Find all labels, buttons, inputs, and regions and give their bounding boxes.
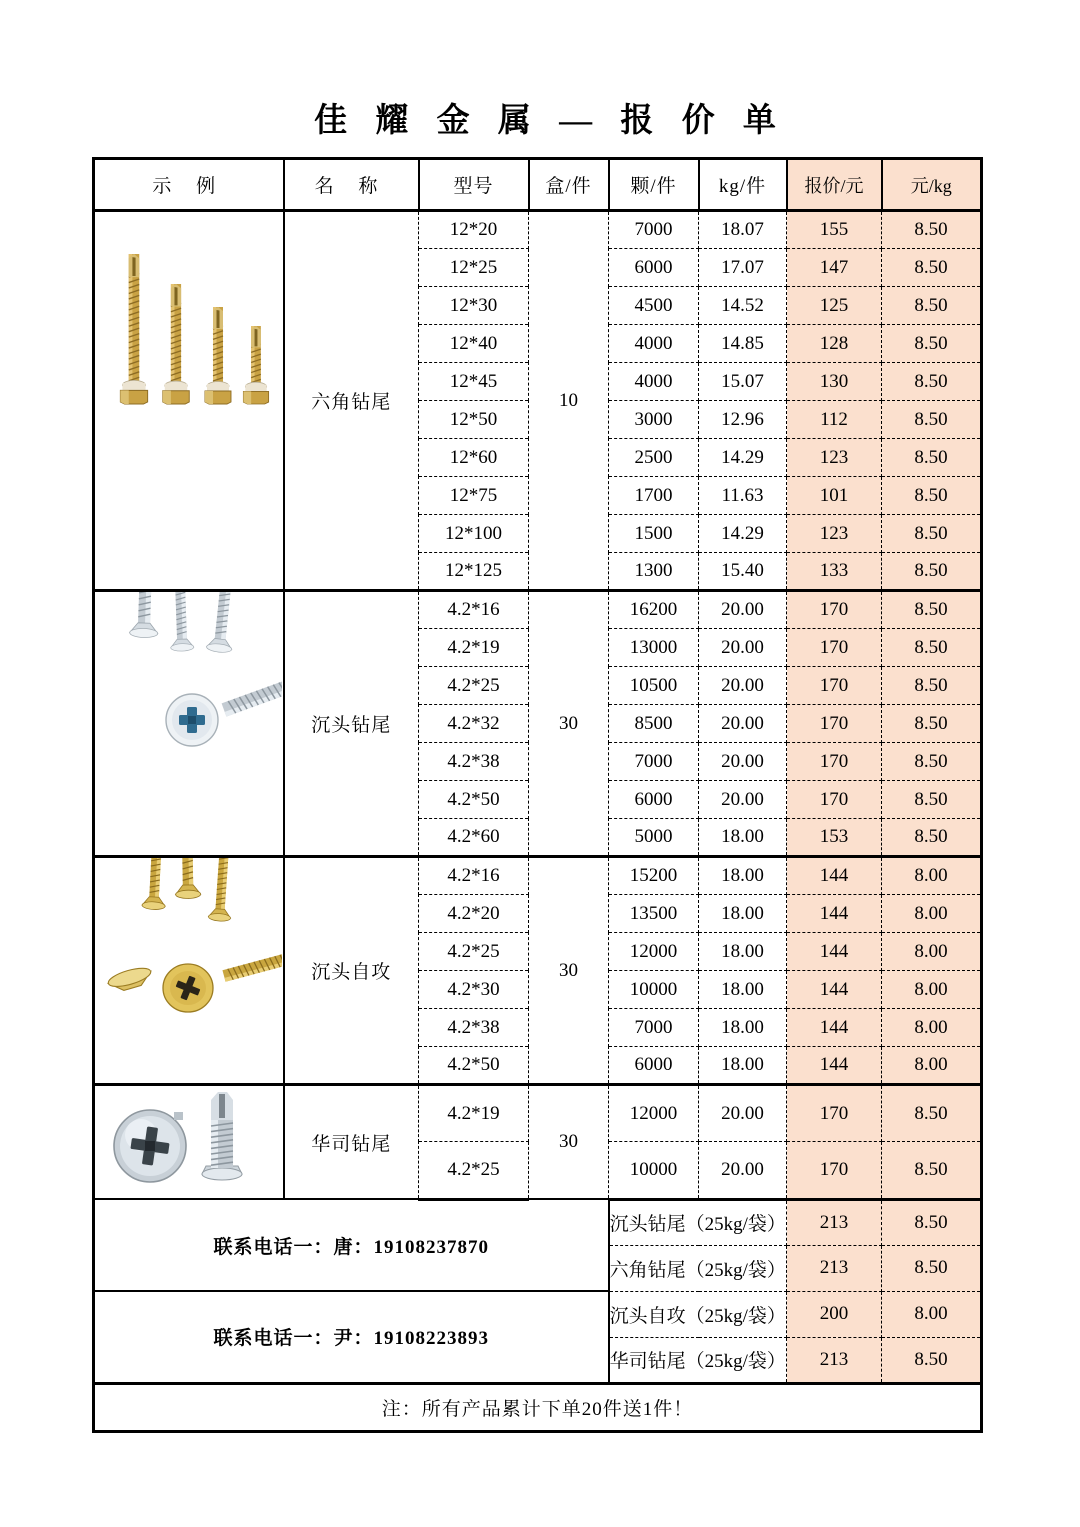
bag-price-yuan: 213 xyxy=(787,1245,882,1291)
cell-pcs-per-item: 4000 xyxy=(609,325,699,363)
cell-kg-per-item: 18.00 xyxy=(699,1047,787,1085)
cell-yuan-per-kg: 8.50 xyxy=(882,439,982,477)
cell-price-yuan: 170 xyxy=(787,705,882,743)
cell-yuan-per-kg: 8.50 xyxy=(882,1142,982,1199)
table-header-row xyxy=(94,159,982,211)
cell-model: 4.2*32 xyxy=(419,705,529,743)
cell-price-yuan: 112 xyxy=(787,401,882,439)
page-title: 佳 耀 金 属 — 报 价 单 xyxy=(314,103,786,139)
price-table xyxy=(92,157,983,1433)
cell-kg-per-item: 20.00 xyxy=(699,743,787,781)
cell-yuan-per-kg: 8.00 xyxy=(882,857,982,895)
cell-pcs-per-item: 15200 xyxy=(609,857,699,895)
bag-price-label: 沉头自攻（25kg/袋） xyxy=(609,1291,787,1337)
cell-pcs-per-item: 6000 xyxy=(609,1047,699,1085)
cell-model: 4.2*16 xyxy=(419,857,529,895)
cell-kg-per-item: 18.00 xyxy=(699,895,787,933)
table-row xyxy=(94,1085,982,1142)
cell-price-yuan: 170 xyxy=(787,629,882,667)
bag-price-label: 六角钻尾（25kg/袋） xyxy=(609,1245,787,1291)
cell-pcs-per-item: 1300 xyxy=(609,553,699,591)
cell-model: 4.2*20 xyxy=(419,895,529,933)
cell-kg-per-item: 20.00 xyxy=(699,1085,787,1142)
header-name: 名 称 xyxy=(284,159,419,211)
cell-pcs-per-item: 12000 xyxy=(609,1085,699,1142)
cell-price-yuan: 170 xyxy=(787,743,882,781)
bag-price-yuan: 213 xyxy=(787,1199,882,1245)
cell-pcs-per-item: 5000 xyxy=(609,819,699,857)
cell-price-yuan: 144 xyxy=(787,933,882,971)
cell-pcs-per-item: 10000 xyxy=(609,1142,699,1199)
price-table-body xyxy=(94,159,982,1432)
cell-kg-per-item: 18.00 xyxy=(699,933,787,971)
cell-yuan-per-kg: 8.50 xyxy=(882,781,982,819)
cell-yuan-per-kg: 8.00 xyxy=(882,1047,982,1085)
cell-model: 4.2*30 xyxy=(419,971,529,1009)
cell-pcs-per-item: 13000 xyxy=(609,629,699,667)
cell-pcs-per-item: 1700 xyxy=(609,477,699,515)
washer-head-drilling-screws-illustration xyxy=(96,1086,282,1198)
cell-yuan-per-kg: 8.50 xyxy=(882,363,982,401)
cell-yuan-per-kg: 8.50 xyxy=(882,705,982,743)
cell-yuan-per-kg: 8.50 xyxy=(882,553,982,591)
header-example: 示 例 xyxy=(94,159,284,211)
bag-yuan-per-kg: 8.50 xyxy=(882,1337,982,1383)
bag-price-label: 沉头钻尾（25kg/袋） xyxy=(609,1199,787,1245)
cell-model: 4.2*50 xyxy=(419,1047,529,1085)
cell-price-yuan: 144 xyxy=(787,895,882,933)
cell-pcs-per-item: 8500 xyxy=(609,705,699,743)
cell-model: 12*45 xyxy=(419,363,529,401)
cell-kg-per-item: 14.85 xyxy=(699,325,787,363)
cell-price-yuan: 128 xyxy=(787,325,882,363)
product-image-3 xyxy=(94,1085,284,1200)
cell-yuan-per-kg: 8.50 xyxy=(882,249,982,287)
cell-price-yuan: 144 xyxy=(787,1009,882,1047)
cell-yuan-per-kg: 8.50 xyxy=(882,401,982,439)
hex-head-drilling-screws-illustration xyxy=(96,212,282,426)
footer-row xyxy=(94,1199,982,1245)
cell-pcs-per-item: 10500 xyxy=(609,667,699,705)
header-pcs-per-item: 颗/件 xyxy=(609,159,699,211)
cell-pcs-per-item: 3000 xyxy=(609,401,699,439)
cell-model: 12*75 xyxy=(419,477,529,515)
note-text: 注：所有产品累计下单20件送1件！ xyxy=(94,1383,982,1431)
cell-model: 12*30 xyxy=(419,287,529,325)
cell-yuan-per-kg: 8.00 xyxy=(882,971,982,1009)
cell-price-yuan: 133 xyxy=(787,553,882,591)
cell-pcs-per-item: 7000 xyxy=(609,211,699,249)
bag-price-label: 华司钻尾（25kg/袋） xyxy=(609,1337,787,1383)
cell-model: 4.2*25 xyxy=(419,933,529,971)
cell-model: 4.2*25 xyxy=(419,667,529,705)
cell-price-yuan: 144 xyxy=(787,1047,882,1085)
cell-kg-per-item: 14.52 xyxy=(699,287,787,325)
cell-pcs-per-item: 4000 xyxy=(609,363,699,401)
cell-price-yuan: 125 xyxy=(787,287,882,325)
cell-model: 12*50 xyxy=(419,401,529,439)
product-image-0 xyxy=(94,211,284,591)
cell-price-yuan: 170 xyxy=(787,1142,882,1199)
bag-price-yuan: 200 xyxy=(787,1291,882,1337)
cell-kg-per-item: 18.00 xyxy=(699,819,787,857)
cell-box-per-item: 30 xyxy=(529,1085,609,1200)
product-image-2 xyxy=(94,857,284,1085)
cell-price-yuan: 147 xyxy=(787,249,882,287)
note-row xyxy=(94,1383,982,1431)
cell-yuan-per-kg: 8.50 xyxy=(882,1085,982,1142)
cell-model: 12*125 xyxy=(419,553,529,591)
cell-model: 12*40 xyxy=(419,325,529,363)
cell-price-yuan: 155 xyxy=(787,211,882,249)
cell-model: 4.2*50 xyxy=(419,781,529,819)
header-model: 型号 xyxy=(419,159,529,211)
cell-kg-per-item: 11.63 xyxy=(699,477,787,515)
table-row xyxy=(94,211,982,249)
cell-yuan-per-kg: 8.50 xyxy=(882,477,982,515)
cell-box-per-item: 10 xyxy=(529,211,609,591)
cell-pcs-per-item: 7000 xyxy=(609,743,699,781)
cell-model: 4.2*16 xyxy=(419,591,529,629)
bag-yuan-per-kg: 8.50 xyxy=(882,1199,982,1245)
bag-yuan-per-kg: 8.50 xyxy=(882,1245,982,1291)
cell-kg-per-item: 18.00 xyxy=(699,971,787,1009)
cell-model: 12*60 xyxy=(419,439,529,477)
cell-model: 4.2*25 xyxy=(419,1142,529,1199)
cell-kg-per-item: 15.40 xyxy=(699,553,787,591)
cell-kg-per-item: 18.00 xyxy=(699,857,787,895)
cell-kg-per-item: 20.00 xyxy=(699,667,787,705)
cell-price-yuan: 170 xyxy=(787,781,882,819)
header-yuan-per-kg: 元/kg xyxy=(882,159,982,211)
cell-pcs-per-item: 7000 xyxy=(609,1009,699,1047)
cell-yuan-per-kg: 8.50 xyxy=(882,325,982,363)
bag-yuan-per-kg: 8.00 xyxy=(882,1291,982,1337)
cell-price-yuan: 170 xyxy=(787,667,882,705)
cell-pcs-per-item: 4500 xyxy=(609,287,699,325)
cell-pcs-per-item: 13500 xyxy=(609,895,699,933)
header-kg-per-item: kg/件 xyxy=(699,159,787,211)
table-row xyxy=(94,857,982,895)
cell-model: 12*100 xyxy=(419,515,529,553)
product-name-2: 沉头自攻 xyxy=(284,857,419,1085)
cell-price-yuan: 130 xyxy=(787,363,882,401)
cell-price-yuan: 144 xyxy=(787,971,882,1009)
cell-kg-per-item: 14.29 xyxy=(699,515,787,553)
cell-model: 4.2*19 xyxy=(419,629,529,667)
cell-yuan-per-kg: 8.50 xyxy=(882,211,982,249)
cell-pcs-per-item: 10000 xyxy=(609,971,699,1009)
countersunk-drilling-screws-illustration xyxy=(96,592,282,762)
cell-pcs-per-item: 6000 xyxy=(609,249,699,287)
cell-price-yuan: 123 xyxy=(787,515,882,553)
cell-yuan-per-kg: 8.50 xyxy=(882,287,982,325)
cell-kg-per-item: 20.00 xyxy=(699,705,787,743)
cell-kg-per-item: 12.96 xyxy=(699,401,787,439)
cell-model: 4.2*60 xyxy=(419,819,529,857)
cell-price-yuan: 101 xyxy=(787,477,882,515)
cell-pcs-per-item: 6000 xyxy=(609,781,699,819)
cell-yuan-per-kg: 8.50 xyxy=(882,819,982,857)
bag-price-yuan: 213 xyxy=(787,1337,882,1383)
product-image-1 xyxy=(94,591,284,857)
cell-price-yuan: 123 xyxy=(787,439,882,477)
product-name-0: 六角钻尾 xyxy=(284,211,419,591)
cell-kg-per-item: 20.00 xyxy=(699,781,787,819)
cell-pcs-per-item: 2500 xyxy=(609,439,699,477)
cell-kg-per-item: 15.07 xyxy=(699,363,787,401)
cell-yuan-per-kg: 8.50 xyxy=(882,667,982,705)
cell-model: 4.2*38 xyxy=(419,1009,529,1047)
cell-yuan-per-kg: 8.50 xyxy=(882,591,982,629)
cell-yuan-per-kg: 8.50 xyxy=(882,743,982,781)
cell-box-per-item: 30 xyxy=(529,591,609,857)
cell-pcs-per-item: 1500 xyxy=(609,515,699,553)
cell-price-yuan: 144 xyxy=(787,857,882,895)
cell-kg-per-item: 20.00 xyxy=(699,591,787,629)
cell-model: 4.2*19 xyxy=(419,1085,529,1142)
cell-model: 12*20 xyxy=(419,211,529,249)
cell-yuan-per-kg: 8.00 xyxy=(882,895,982,933)
product-name-3: 华司钻尾 xyxy=(284,1085,419,1200)
cell-model: 4.2*38 xyxy=(419,743,529,781)
table-row xyxy=(94,591,982,629)
cell-kg-per-item: 20.00 xyxy=(699,629,787,667)
footer-row xyxy=(94,1291,982,1337)
product-name-1: 沉头钻尾 xyxy=(284,591,419,857)
cell-yuan-per-kg: 8.00 xyxy=(882,1009,982,1047)
header-price-yuan: 报价/元 xyxy=(787,159,882,211)
cell-yuan-per-kg: 8.00 xyxy=(882,933,982,971)
cell-kg-per-item: 17.07 xyxy=(699,249,787,287)
cell-model: 12*25 xyxy=(419,249,529,287)
cell-price-yuan: 153 xyxy=(787,819,882,857)
cell-price-yuan: 170 xyxy=(787,591,882,629)
countersunk-tapping-screws-illustration xyxy=(96,858,282,1026)
contact-phone-1: 联系电话一：尹：19108223893 xyxy=(94,1291,609,1383)
cell-pcs-per-item: 16200 xyxy=(609,591,699,629)
cell-kg-per-item: 20.00 xyxy=(699,1142,787,1199)
cell-kg-per-item: 18.07 xyxy=(699,211,787,249)
cell-box-per-item: 30 xyxy=(529,857,609,1085)
contact-phone-0: 联系电话一：唐：19108237870 xyxy=(94,1199,609,1291)
cell-kg-per-item: 18.00 xyxy=(699,1009,787,1047)
cell-kg-per-item: 14.29 xyxy=(699,439,787,477)
cell-price-yuan: 170 xyxy=(787,1085,882,1142)
cell-yuan-per-kg: 8.50 xyxy=(882,515,982,553)
header-box-per-item: 盒/件 xyxy=(529,159,609,211)
cell-yuan-per-kg: 8.50 xyxy=(882,629,982,667)
cell-pcs-per-item: 12000 xyxy=(609,933,699,971)
